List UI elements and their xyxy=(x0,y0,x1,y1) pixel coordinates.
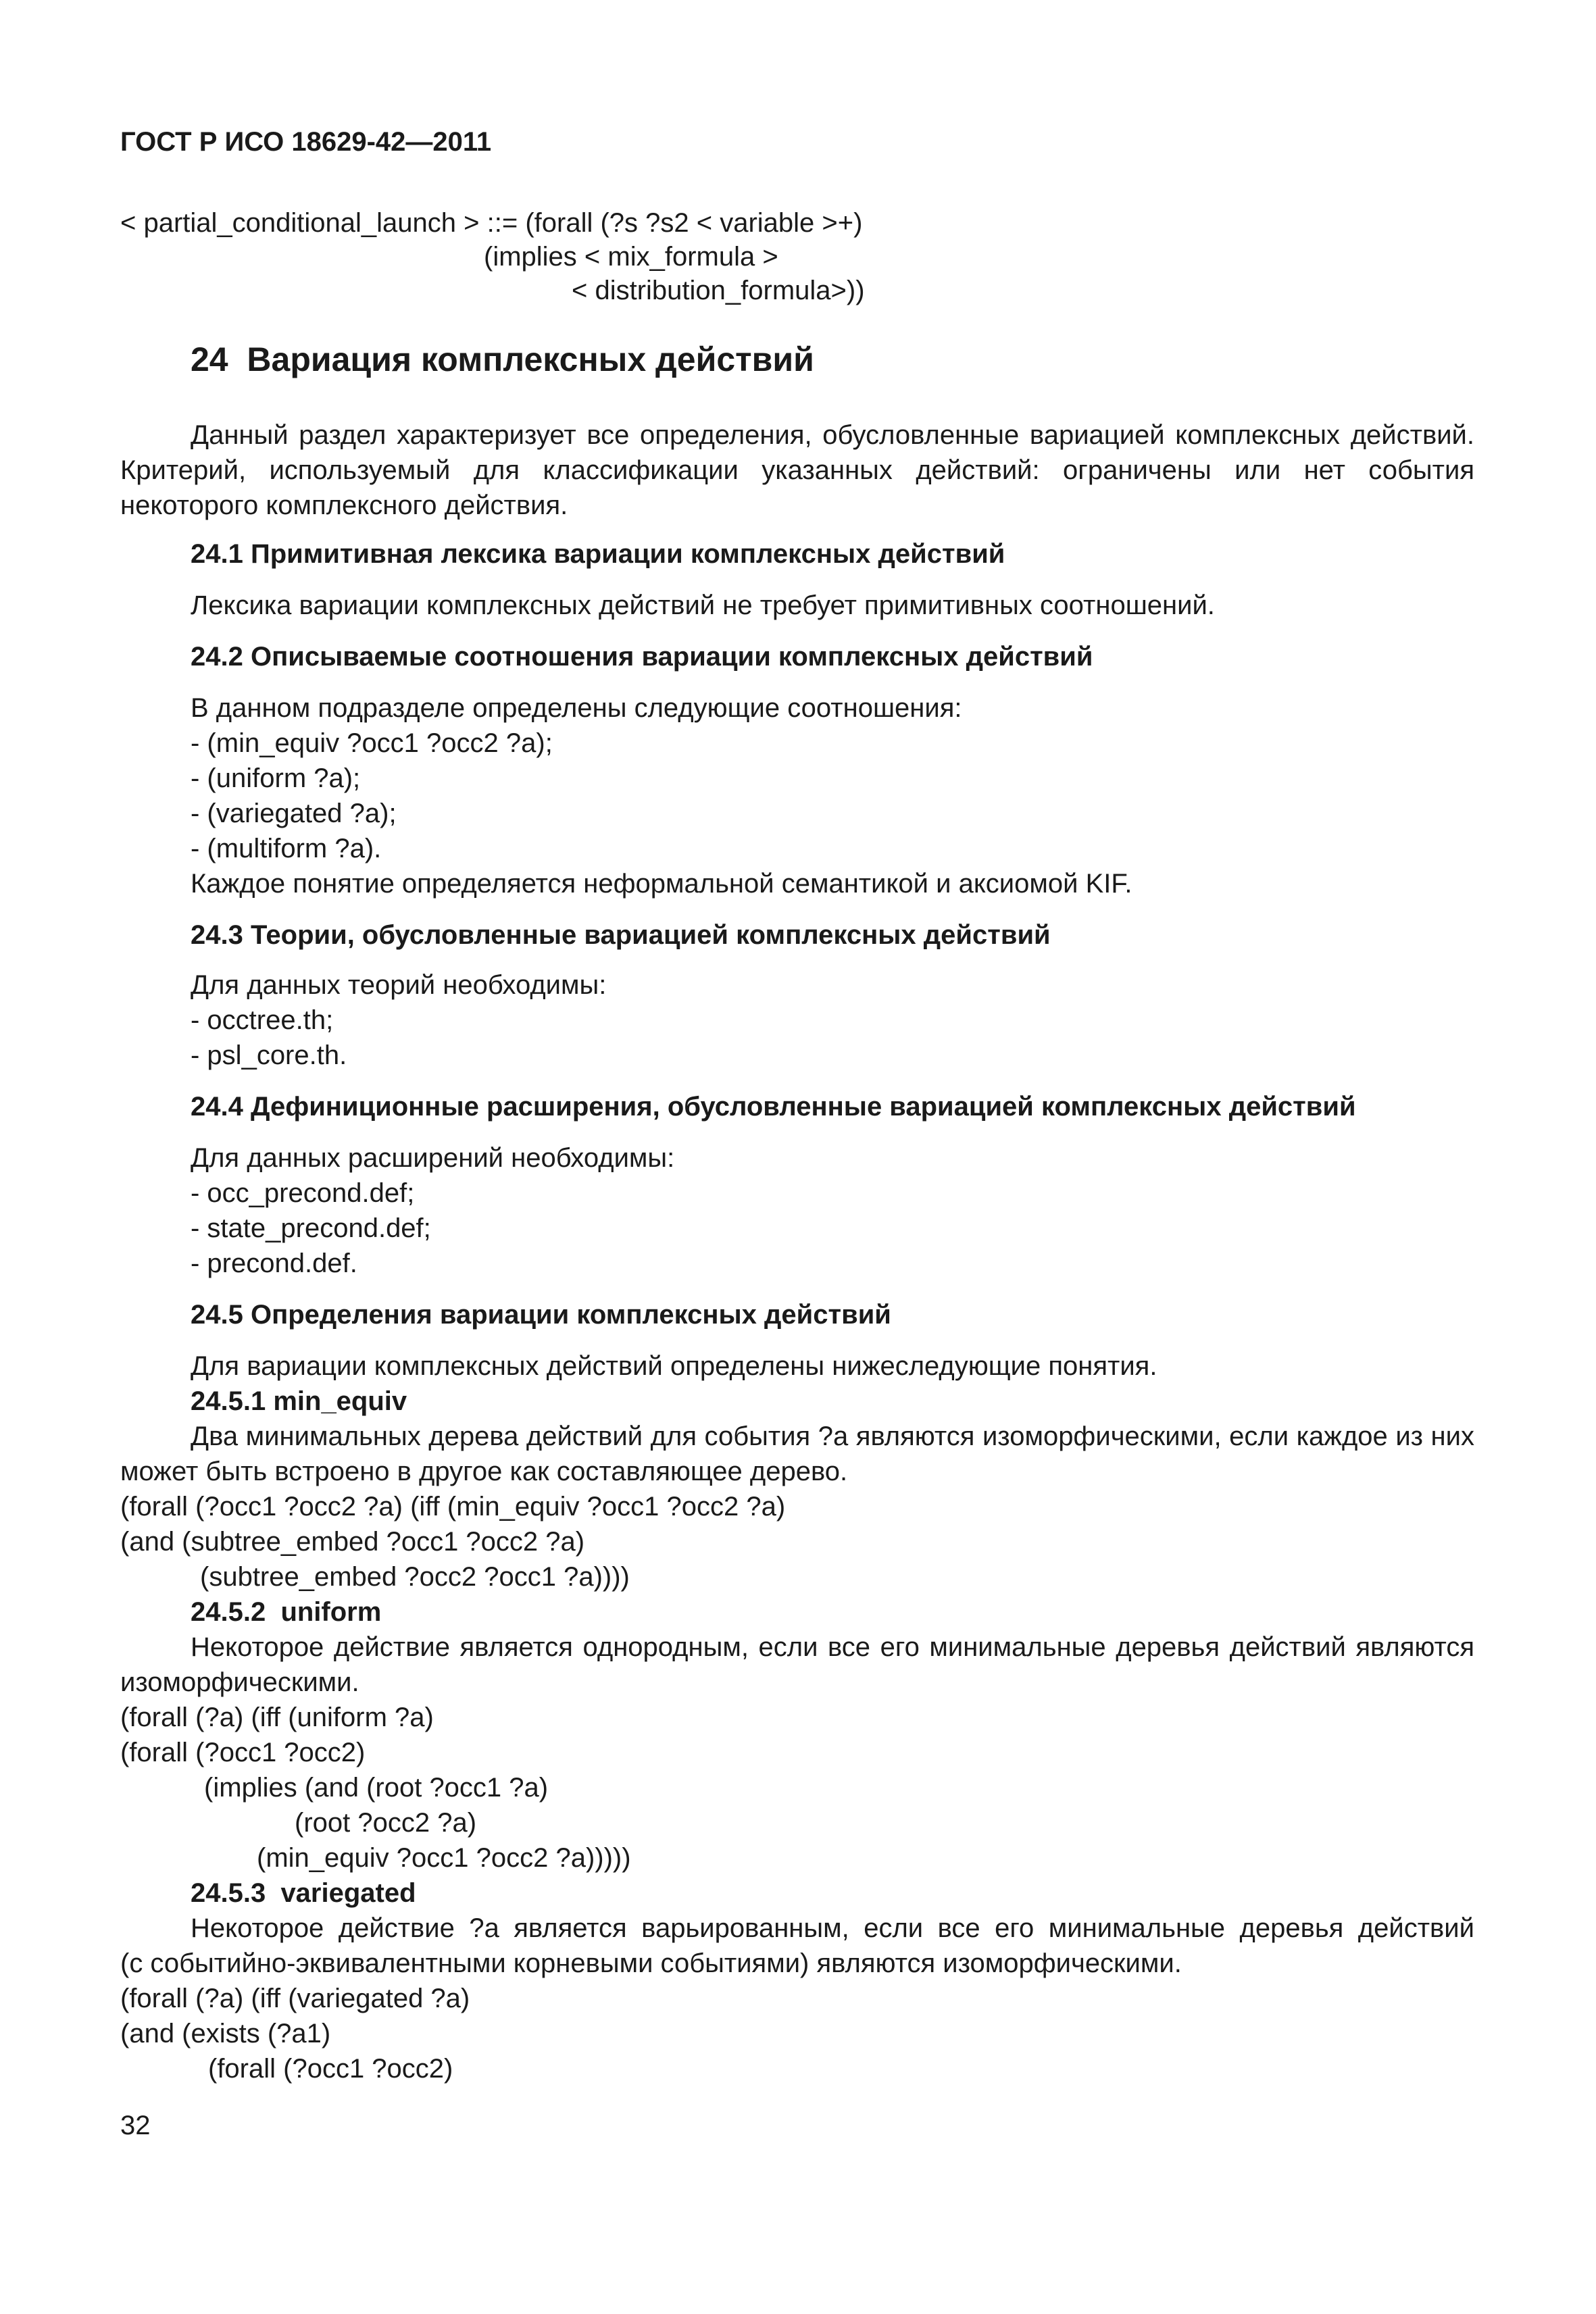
extension-list-item: - occ_precond.def; xyxy=(191,1178,415,1208)
clause-24-5-1-title: 24.5.1 min_equiv xyxy=(191,1386,407,1416)
page-number: 32 xyxy=(120,2111,151,2140)
subsection-24-4-intro: Для данных расширений необходимы: xyxy=(191,1143,675,1173)
theory-list-item: - psl_core.th. xyxy=(191,1040,347,1070)
document-header-id: ГОСТ Р ИСО 18629-42—2011 xyxy=(120,127,492,157)
relation-list-item: - (variegated ?a); xyxy=(191,799,397,828)
kif-code-line: (root ?occ2 ?a) xyxy=(295,1808,477,1838)
relation-list-item: - (multiform ?a). xyxy=(191,834,382,863)
clause-24-5-3-text-line-2: (с событийно-эквивалентными корневыми событиями) являются изоморфическими. xyxy=(120,1948,1182,1978)
theory-list-item: - occtree.th; xyxy=(191,1005,334,1035)
kif-code-line: (min_equiv ?occ1 ?occ2 ?a))))) xyxy=(257,1843,631,1873)
kif-code-line: (forall (?occ1 ?occ2) xyxy=(120,1738,366,1767)
grammar-line-1: < partial_conditional_launch > ::= (forall (?s ?s2 < variable >+) xyxy=(120,208,863,238)
subsection-24-5-intro: Для вариации комплексных действий определены нижеследующие понятия. xyxy=(191,1351,1157,1381)
relation-list-item: - (uniform ?a); xyxy=(191,763,361,793)
kif-code-line: (forall (?occ1 ?occ2 ?a) (iff (min_equiv ?occ1 ?occ2 ?a) xyxy=(120,1492,786,1521)
subsection-24-2-title: 24.2 Описываемые соотношения вариации комплексных действий xyxy=(191,642,1093,672)
section-24-intro: Данный раздел характеризует все определения, обусловленные вариацией комплексных действий. Критерий, используемый для классификации указанных действий: ограничены или нет события некоторого комплексного действия. xyxy=(120,420,1474,520)
kif-code-line: (forall (?a) (iff (variegated ?a) xyxy=(120,1984,470,2013)
kif-code-line: (forall (?occ1 ?occ2) xyxy=(208,2054,453,2084)
kif-code-line: (forall (?a) (iff (uniform ?a) xyxy=(120,1703,434,1732)
kif-code-line: (implies (and (root ?occ1 ?a) xyxy=(204,1773,549,1803)
kif-code-line: (and (exists (?a1) xyxy=(120,2019,331,2048)
relation-list-item: - (min_equiv ?occ1 ?occ2 ?a); xyxy=(191,728,553,758)
subsection-24-2-intro: В данном подразделе определены следующие соотношения: xyxy=(191,693,962,723)
grammar-line-2: (implies < mix_formula > xyxy=(484,242,778,272)
subsection-24-1-title: 24.1 Примитивная лексика вариации комплексных действий xyxy=(191,539,1005,569)
clause-24-5-3-text-line-1: Некоторое действие ?a является варьированным, если все его минимальные деревья действий xyxy=(191,1913,1474,1943)
clause-24-5-2-text-line-1: Некоторое действие является однородным, если все его минимальные деревья действий являются xyxy=(191,1632,1474,1662)
subsection-24-5-title: 24.5 Определения вариации комплексных действий xyxy=(191,1300,891,1330)
clause-24-5-2-text xyxy=(120,1630,1474,1700)
clause-24-5-2-text-line-2: изоморфическими. xyxy=(120,1667,359,1697)
extension-list-item: - state_precond.def; xyxy=(191,1213,431,1243)
subsection-24-4-title: 24.4 Дефиниционные расширения, обусловленные вариацией комплексных действий xyxy=(191,1092,1356,1122)
kif-code-line: (subtree_embed ?occ2 ?occ1 ?a)))) xyxy=(200,1562,630,1592)
subsection-24-3-title: 24.3 Теории, обусловленные вариацией комплексных действий xyxy=(191,920,1051,950)
clause-24-5-1-text-line-2: может быть встроено в другое как составляющее дерево. xyxy=(120,1457,848,1486)
clause-24-5-1-text-line-1: Два минимальных дерева действий для события ?a являются изоморфическими, если каждое из них xyxy=(191,1422,1474,1451)
clause-24-5-3-title: 24.5.3 variegated xyxy=(191,1878,416,1908)
section-24-title: 24 Вариация комплексных действий xyxy=(191,341,814,378)
kif-code-line: (and (subtree_embed ?occ1 ?occ2 ?a) xyxy=(120,1527,585,1557)
grammar-line-3: < distribution_formula>)) xyxy=(572,276,865,305)
clause-24-5-1-text xyxy=(120,1419,1474,1489)
extension-list-item: - precond.def. xyxy=(191,1249,357,1278)
clause-24-5-2-title: 24.5.2 uniform xyxy=(191,1597,382,1627)
subsection-24-3-intro: Для данных теорий необходимы: xyxy=(191,970,607,1000)
clause-24-5-3-text xyxy=(120,1911,1474,1981)
subsection-24-2-outro: Каждое понятие определяется неформальной семантикой и аксиомой KIF. xyxy=(191,869,1132,899)
subsection-24-1-text: Лексика вариации комплексных действий не требует примитивных соотношений. xyxy=(191,590,1215,620)
